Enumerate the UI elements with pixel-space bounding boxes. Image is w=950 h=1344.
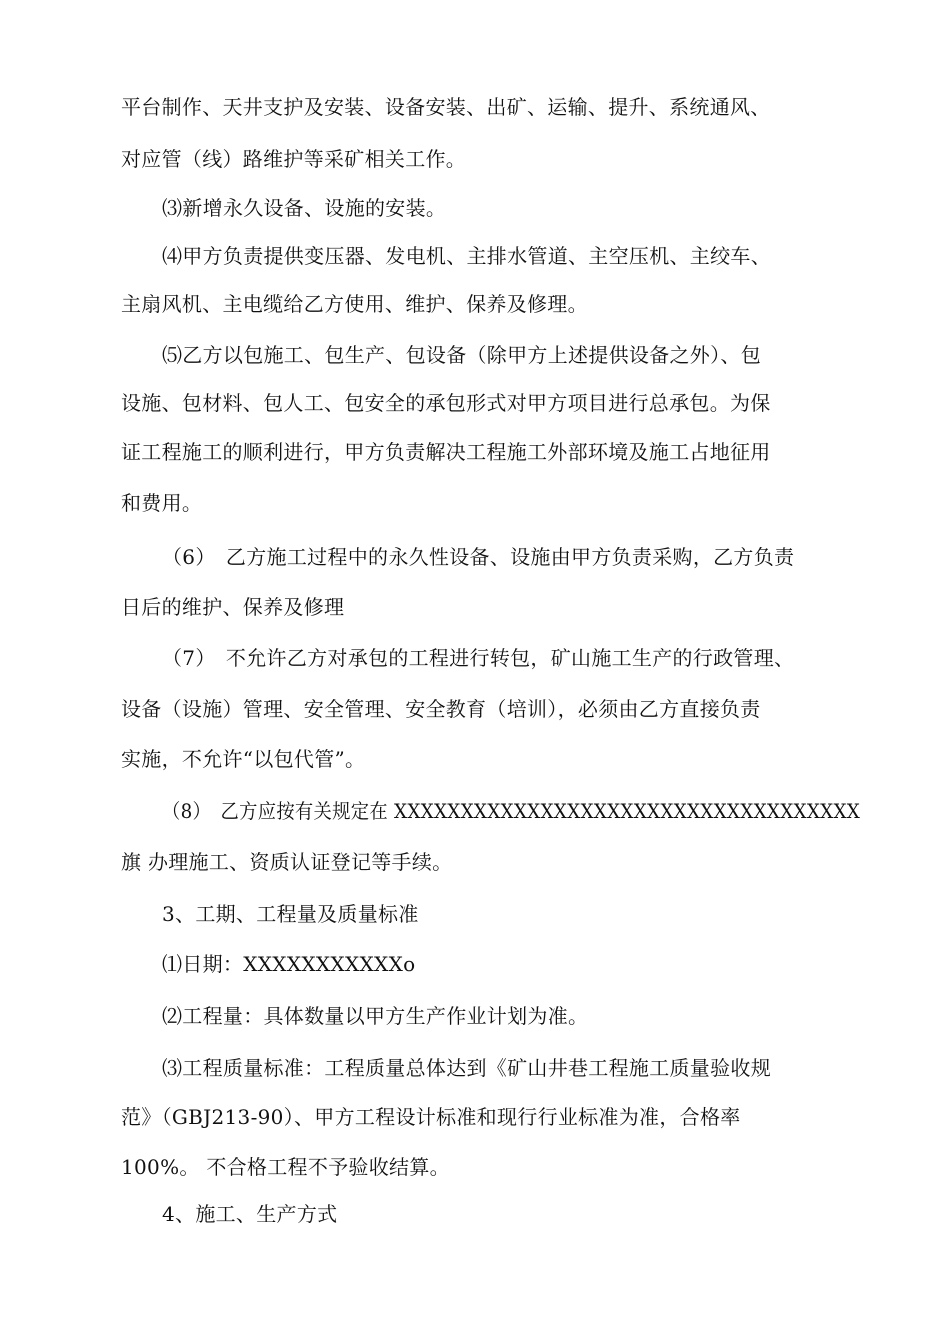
text-line: ⑴日期：XXXXXXXXXXXo	[162, 952, 416, 976]
text-line: 范》（GBJ213-90）、甲方工程设计标准和现行行业标准为准，合格率	[121, 1105, 741, 1129]
text-line: 平台制作、天井支护及安装、设备安装、出矿、运输、提升、系统通风、	[121, 95, 771, 119]
text-line: 100%。 不合格工程不予验收结算。	[121, 1155, 450, 1179]
text-line: 和费用。	[121, 491, 203, 515]
text-line: 证工程施工的顺利进行，甲方负责解决工程施工外部环境及施工占地征用	[121, 440, 771, 464]
text-line: ⑷甲方负责提供变压器、发电机、主排水管道、主空压机、主绞车、	[162, 244, 771, 268]
text-line: （7） 不允许乙方对承包的工程进行转包，矿山施工生产的行政管理、	[162, 646, 795, 670]
text-line: （8） 乙方应按有关规定在 XXXXXXXXXXXXXXXXXXXXXXXXXXXXXXXXXXX	[162, 799, 861, 823]
text-line: ⑶工程质量标准：工程质量总体达到《矿山井巷工程施工质量验收规	[162, 1056, 771, 1080]
section-heading: 3、工期、工程量及质量标准	[162, 902, 419, 926]
text-line: （6） 乙方施工过程中的永久性设备、设施由甲方负责采购，乙方负责	[162, 545, 795, 569]
text-line: ⑶新增永久设备、设施的安装。	[162, 196, 447, 220]
text-line: 对应管（线）路维护等采矿相关工作。	[121, 147, 467, 171]
text-line: 主扇风机、主电缆给乙方使用、维护、保养及修理。	[121, 292, 588, 316]
section-heading: 4、施工、生产方式	[162, 1202, 338, 1226]
text-line: ⑵工程量：具体数量以甲方生产作业计划为准。	[162, 1004, 589, 1028]
text-line: 旗 办理施工、资质认证登记等手续。	[121, 850, 453, 874]
text-line: 设备（设施）管理、安全管理、安全教育（培训），必须由乙方直接负责	[121, 697, 761, 721]
text-line: ⑸乙方以包施工、包生产、包设备（除甲方上述提供设备之外）、包	[162, 343, 761, 367]
text-line: 设施、包材料、包人工、包安全的承包形式对甲方项目进行总承包。为保	[121, 391, 771, 415]
text-line: 实施，不允许“以包代管”。	[121, 747, 366, 771]
text-line: 日后的维护、保养及修理	[121, 595, 345, 619]
